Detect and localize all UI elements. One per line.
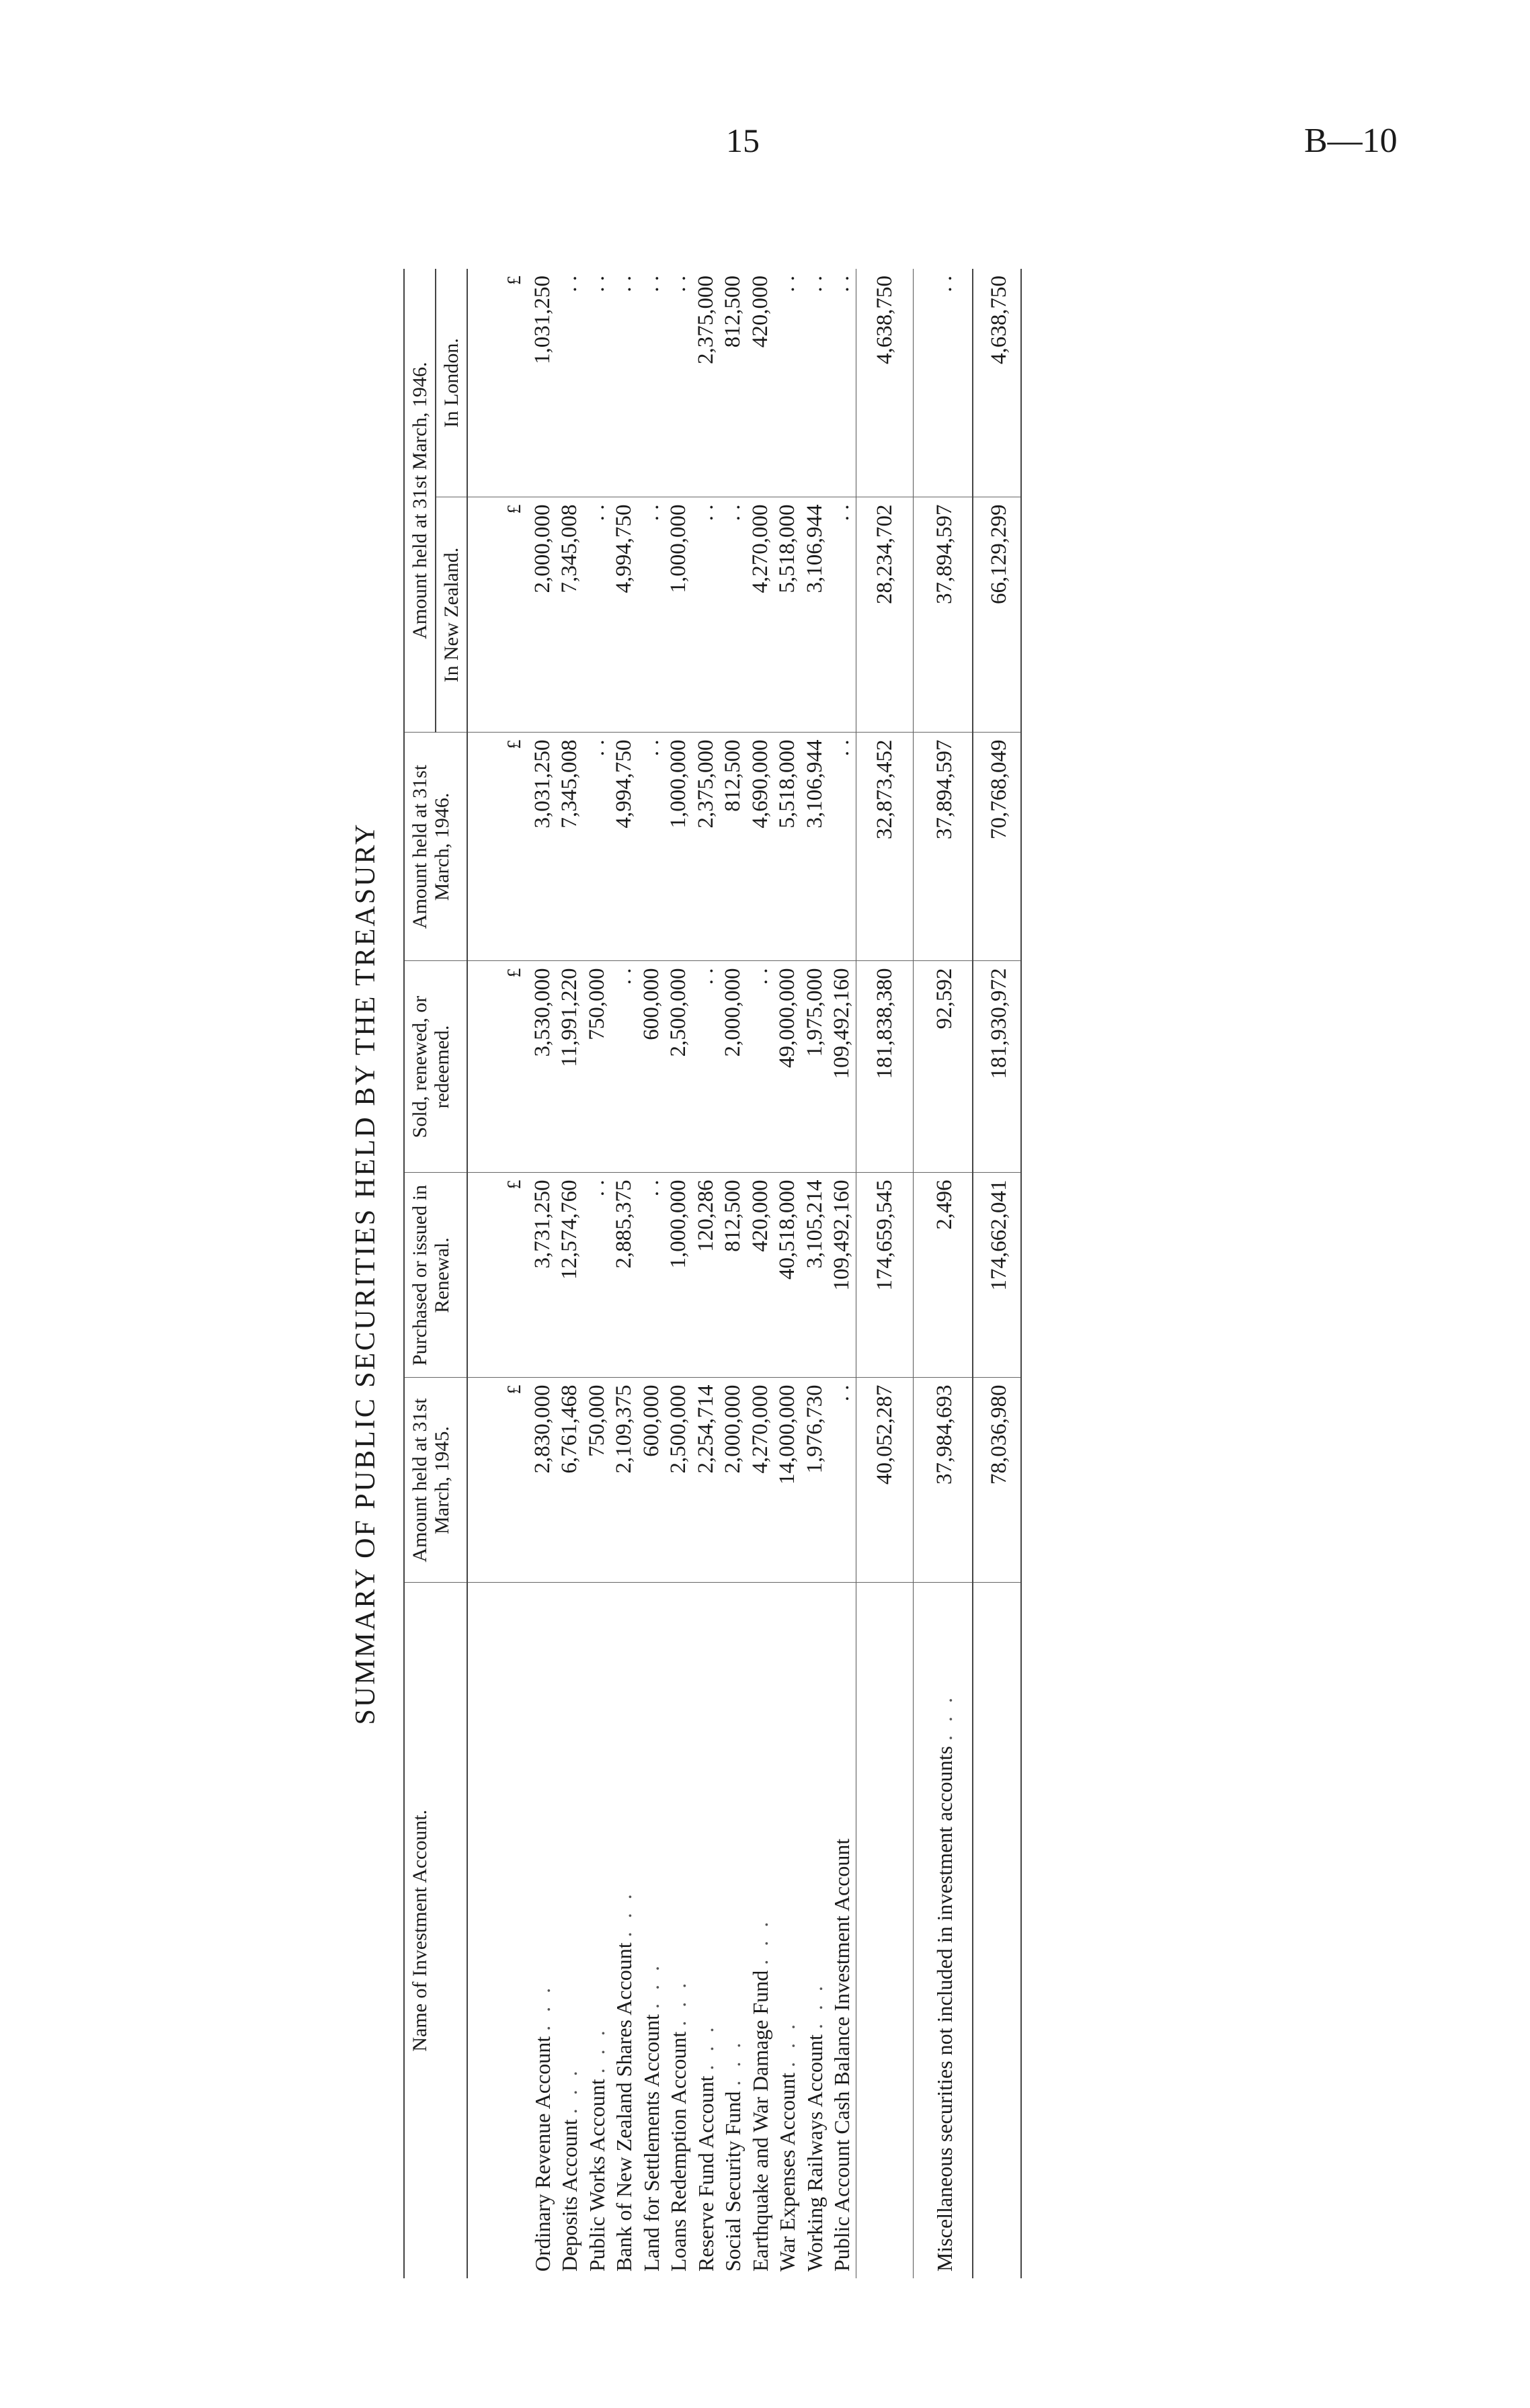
account-name: Ordinary Revenue Account . . . — [530, 1983, 555, 2272]
account-name: Working Railways Account . . . — [802, 1982, 827, 2272]
table-row — [583, 269, 611, 2278]
table-row — [529, 269, 557, 2278]
cell-in-london: 1,031,250 — [529, 269, 557, 497]
header-held-1946: Amount held at 31st March, 1946. — [404, 733, 467, 961]
account-name: Public Account Cash Balance Investment Account — [830, 1838, 854, 2272]
misc-name: Miscellaneous securities not included in investment accounts . . . — [914, 1583, 973, 2278]
grand-in-london: 4,638,750 — [973, 269, 1022, 497]
account-name: Bank of New Zealand Shares Account . . . — [612, 1890, 636, 2272]
cell-sold: 3,530,000 — [529, 961, 557, 1173]
cell-held-1946: 7,345,008 — [556, 733, 583, 961]
subtotal-in-london: 4,638,750 — [856, 269, 914, 497]
page-code: B—10 — [1304, 122, 1398, 160]
cell-purchased: 3,105,214 — [801, 1173, 829, 1378]
table-row — [692, 269, 720, 2278]
subtotal-row — [856, 269, 914, 2278]
cell-in-london: . . — [828, 269, 856, 497]
grand-sold: 181,930,972 — [973, 961, 1022, 1173]
header-in-london: In London. — [436, 269, 467, 497]
table-row — [774, 269, 801, 2278]
cell-held-1946: 5,518,000 — [774, 733, 801, 961]
cell-in-nz: 5,518,000 — [774, 497, 801, 733]
cell-in-nz: 4,270,000 — [747, 497, 774, 733]
cell-held-1946: 812,500 — [719, 733, 747, 961]
cell-held-1945: 600,000 — [638, 1378, 666, 1583]
account-name: Loans Redemption Account . . . — [666, 1979, 690, 2272]
page-number: 15 — [726, 122, 760, 159]
grand-total-row — [973, 269, 1022, 2278]
grand-in-nz: 66,129,299 — [973, 497, 1022, 733]
misc-in-nz: 37,894,597 — [914, 497, 973, 733]
cell-sold: . . — [692, 961, 720, 1173]
account-name: War Expenses Account . . . — [775, 2020, 799, 2272]
cell-held-1945: 4,270,000 — [747, 1378, 774, 1583]
cell-in-london: . . — [638, 269, 666, 497]
cell-purchased: 812,500 — [719, 1173, 747, 1378]
unit-symbol: £ — [467, 733, 529, 961]
units-row — [467, 269, 529, 2278]
table-row — [801, 269, 829, 2278]
subtotal-in-nz: 28,234,702 — [856, 497, 914, 733]
securities-table — [403, 269, 1022, 2278]
cell-held-1946: 3,031,250 — [529, 733, 557, 961]
cell-purchased: 3,731,250 — [529, 1173, 557, 1378]
account-name: Deposits Account . . . — [557, 2067, 581, 2272]
cell-held-1946: 3,106,944 — [801, 733, 829, 961]
cell-sold: 600,000 — [638, 961, 666, 1173]
table-row — [610, 269, 638, 2278]
cell-held-1945: 2,830,000 — [529, 1378, 557, 1583]
subtotal-purchased: 174,659,545 — [856, 1173, 914, 1378]
header-held-1945: Amount held at 31st March, 1945. — [404, 1378, 467, 1583]
cell-held-1945: 1,976,730 — [801, 1378, 829, 1583]
cell-sold: 2,500,000 — [665, 961, 692, 1173]
cell-purchased: 40,518,000 — [774, 1173, 801, 1378]
account-name: Land for Settlements Account . . . — [639, 1961, 663, 2272]
rotated-table-block — [350, 269, 1183, 2278]
cell-held-1946: 4,690,000 — [747, 733, 774, 961]
table-row — [556, 269, 583, 2278]
cell-sold: 2,000,000 — [719, 961, 747, 1173]
cell-purchased: 420,000 — [747, 1173, 774, 1378]
cell-held-1945: 2,000,000 — [719, 1378, 747, 1583]
grand-purchased: 174,662,041 — [973, 1173, 1022, 1378]
page-title: SUMMARY OF PUBLIC SECURITIES HELD BY THE TREASURY — [350, 822, 381, 1725]
unit-symbol: £ — [467, 1378, 529, 1583]
unit-symbol: £ — [467, 1173, 529, 1378]
table-row — [747, 269, 774, 2278]
cell-purchased: 1,000,000 — [665, 1173, 692, 1378]
cell-held-1946: 4,994,750 — [610, 733, 638, 961]
cell-held-1946: . . — [583, 733, 611, 961]
cell-in-nz: . . — [719, 497, 747, 733]
unit-symbol: £ — [467, 961, 529, 1173]
cell-in-nz: . . — [828, 497, 856, 733]
account-name: Reserve Fund Account . . . — [693, 2023, 718, 2272]
cell-sold: 750,000 — [583, 961, 611, 1173]
cell-sold: . . — [610, 961, 638, 1173]
subtotal-held-1946: 32,873,452 — [856, 733, 914, 961]
header-purchased: Purchased or issued in Renewal. — [404, 1173, 467, 1378]
cell-held-1946: . . — [828, 733, 856, 961]
cell-sold: 11,991,220 — [556, 961, 583, 1173]
cell-purchased: 2,885,375 — [610, 1173, 638, 1378]
cell-in-nz: 4,994,750 — [610, 497, 638, 733]
misc-purchased: 2,496 — [914, 1173, 973, 1378]
header-group-1946: Amount held at 31st March, 1946. — [404, 269, 436, 733]
cell-in-london: . . — [610, 269, 638, 497]
account-name: Public Works Account . . . — [584, 2026, 609, 2272]
cell-sold: 49,000,000 — [774, 961, 801, 1173]
cell-in-nz: 7,345,008 — [556, 497, 583, 733]
header-in-nz: In New Zealand. — [436, 497, 467, 733]
cell-in-nz: . . — [583, 497, 611, 733]
table-row — [828, 269, 856, 2278]
cell-held-1946: . . — [638, 733, 666, 961]
table-row — [638, 269, 666, 2278]
header-name: Name of Investment Account. — [404, 1583, 467, 2278]
cell-in-london: . . — [774, 269, 801, 497]
cell-sold: 109,492,160 — [828, 961, 856, 1173]
account-name: Earthquake and War Damage Fund . . . — [748, 1917, 772, 2272]
subtotal-sold: 181,838,380 — [856, 961, 914, 1173]
cell-held-1945: 750,000 — [583, 1378, 611, 1583]
unit-symbol: £ — [467, 269, 529, 497]
account-name: Social Security Fund . . . — [721, 2038, 745, 2272]
cell-sold: . . — [747, 961, 774, 1173]
cell-in-london: . . — [665, 269, 692, 497]
cell-in-london: 812,500 — [719, 269, 747, 497]
misc-in-london: . . — [914, 269, 973, 497]
cell-held-1945: 2,254,714 — [692, 1378, 720, 1583]
cell-in-london: 2,375,000 — [692, 269, 720, 497]
header-sold: Sold, renewed, or redeemed. — [404, 961, 467, 1173]
cell-held-1946: 2,375,000 — [692, 733, 720, 961]
cell-purchased: 109,492,160 — [828, 1173, 856, 1378]
cell-purchased: . . — [638, 1173, 666, 1378]
misc-sold: 92,592 — [914, 961, 973, 1173]
cell-purchased: 120,286 — [692, 1173, 720, 1378]
cell-held-1945: 14,000,000 — [774, 1378, 801, 1583]
cell-in-london: . . — [801, 269, 829, 497]
cell-held-1946: 1,000,000 — [665, 733, 692, 961]
cell-purchased: . . — [583, 1173, 611, 1378]
grand-held-1946: 70,768,049 — [973, 733, 1022, 961]
cell-in-nz: 2,000,000 — [529, 497, 557, 733]
grand-held-1945: 78,036,980 — [973, 1378, 1022, 1583]
cell-in-nz: 1,000,000 — [665, 497, 692, 733]
cell-held-1945: 6,761,468 — [556, 1378, 583, 1583]
misc-row — [914, 269, 973, 2278]
cell-sold: 1,975,000 — [801, 961, 829, 1173]
cell-held-1945: 2,109,375 — [610, 1378, 638, 1583]
cell-in-london: . . — [583, 269, 611, 497]
cell-held-1945: 2,500,000 — [665, 1378, 692, 1583]
cell-held-1945: . . — [828, 1378, 856, 1583]
misc-held-1945: 37,984,693 — [914, 1378, 973, 1583]
table-row — [719, 269, 747, 2278]
misc-held-1946: 37,894,597 — [914, 733, 973, 961]
cell-in-nz: 3,106,944 — [801, 497, 829, 733]
table-row — [665, 269, 692, 2278]
cell-in-london: 420,000 — [747, 269, 774, 497]
cell-in-london: . . — [556, 269, 583, 497]
cell-in-nz: . . — [692, 497, 720, 733]
cell-in-nz: . . — [638, 497, 666, 733]
subtotal-held-1945: 40,052,287 — [856, 1378, 914, 1583]
cell-purchased: 12,574,760 — [556, 1173, 583, 1378]
unit-symbol: £ — [467, 497, 529, 733]
